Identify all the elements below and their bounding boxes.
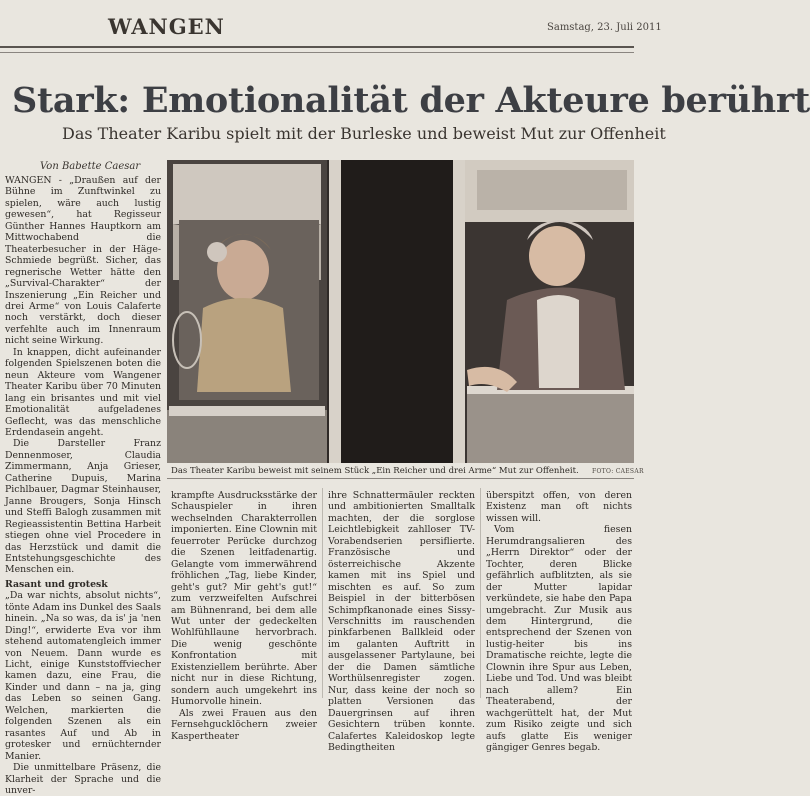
article-byline: Von Babette Caesar — [40, 161, 141, 172]
column-divider — [480, 488, 481, 698]
article-photo — [167, 160, 634, 463]
header-rule — [0, 46, 634, 48]
theater-photo — [167, 160, 634, 463]
article-subheadline: Das Theater Karibu spielt mit der Burleske und beweist Mut zur Offenheit — [62, 124, 666, 143]
publication-date: Samstag, 23. Juli 2011 — [547, 22, 662, 33]
header-rule-thin — [0, 52, 634, 53]
paragraph: In knappen, dicht aufeinander folgenden Spielszenen boten die neun Akteure vom Wangener Theater Karibu über 70 Minuten lang ein brisantes und mit viel Emotionalität aufgeladenes Geflecht, was das menschliche Erdendasein angeht. — [5, 346, 161, 438]
subheading: Rasant und grotesk — [5, 578, 108, 590]
column-divider — [322, 488, 323, 698]
article-column-4 — [486, 490, 632, 753]
caption-rule — [167, 478, 634, 479]
photo-caption: Das Theater Karibu beweist mit seinem Stück „Ein Reicher und drei Arme“ Mut zur Offenheit. — [171, 466, 579, 476]
paragraph: Die Darsteller Franz Dennenmoser, Claudia Zimmermann, Anja Grieser, Catherine Dupuis, Marina Pichlbauer, Dagmar Steinhauser, Janne Brougers, Sonja Hinsch und Steffi Balogh zusammen mit Regieassistentin Bettina Harbeit stiegen ohne viel Procedere in das Herzstück und damit die Entstehungsgeschichte des Menschen ein. — [5, 438, 161, 576]
article-column-2 — [171, 490, 317, 742]
paragraph: Die unmittelbare Präsenz, die Klarheit der Sprache und die unver- — [5, 762, 161, 796]
paragraph: WANGEN - „Draußen auf der Bühne im Zunftwinkel zu spielen, wäre auch lustig gewesen“, hat Regisseur Günther Hannes Hauptkorn am Mittwochabend die Theaterbesucher in der Häge-Schmiede begrüßt. Sicher, das regnerische Wetter hätte den „Survival-Charakter“ der Inszenierung „Ein Reicher und drei Arme“ von Louis Calaferte noch verstärkt, doch dieser verfehlte auch im Innenraum nicht seine Wirkung. — [5, 175, 161, 347]
paragraph: überspitzt offen, von deren Existenz man oft nichts wissen will. — [486, 490, 632, 524]
paragraph: „Da war nichts, absolut nichts“, tönte Adam ins Dunkel des Saals hinein. „Na so was, da is' ja 'nen Ding!“, erwiderte Eva vor ihm stehend automatengleich immer von Neuem. Dann wurde es Licht, einige Kunststoffviecher kamen dazu, eine Frau, die Kinder und dann – na ja, ging das Leben so seinen Gang. Welchen, markierten die folgenden Szenen als ein rasantes Auf und Ab in grotesker und ernüchternder Manier. — [5, 590, 161, 762]
article-headline: Stark: Emotionalität der Akteure berührt — [12, 80, 810, 121]
paragraph: Vom fiesen Herumdrangsalieren des „Herrn Direktor“ oder der Tochter, deren Blicke gefährlich aufblitzten, als sie der Mutter lapidar verkündete, sie habe den Papa umgebracht. Zur Musik aus dem Hintergrund, die entsprechend der Szenen von lustig-heiter bis ins Dramatische reichte, legte die Clownin ihre Spur aus Leben, Liebe und Tod. Und was bleibt nach allem? Ein Theaterabend, der wachgerüttelt hat, der Mut zum Risiko zeigte und sich aufs glatte Eis weniger gängiger Genres begab. — [486, 524, 632, 753]
article-column-3 — [328, 490, 475, 753]
paragraph: krampfte Ausdrucksstärke der Schauspieler in ihren wechselnden Charakterrollen imponierten. Eine Clownin mit feuerroter Perücke durchzog die Szenen leitfadenartig. Gelangte vom immerwährend fröhlichen „Tag, liebe Kinder, geht's gut? Mir geht's gut!“ zum verzweifelten Aufschrei am Bühnenrand, bei dem alle Wut unter der gedeckelten Wohlfühllaune hervorbrach. Die wenig geschönte Konfrontation mit Existenziellem berührte. Aber nicht nur in diese Richtung, sondern auch umgekehrt ins Humorvolle hinein. — [171, 490, 317, 708]
section-title: WANGEN — [108, 14, 225, 39]
photo-credit: FOTO: CAESAR — [592, 468, 644, 475]
paragraph: ihre Schnattermäuler reckten und ambitionierten Smalltalk machten, der die sorglose Leichtlebigkeit zahlloser TV-Vorabendserien persiflierte. Französische und österreichische Akzente kamen mit ins Spiel und mischten es auf. So zum Beispiel in der bitterbösen Schimpfkanonade eines Sissy-Verschnitts im rauschenden pinkfarbenen Ballkleid oder im galanten Auftritt in ausgelassener Partylaune, bei der die Damen sämtliche Worthülsenregister zogen. Nur, dass keine der noch so platten Versionen das Dauergrinsen auf ihren Gesichtern trüben konnte. Calafertes Kaleidoskop legte Bedingtheiten — [328, 490, 475, 753]
article-column-1 — [5, 175, 161, 796]
paragraph: Als zwei Frauen aus den Fernsehgucklöchern zweier Kaspertheater — [171, 707, 317, 742]
